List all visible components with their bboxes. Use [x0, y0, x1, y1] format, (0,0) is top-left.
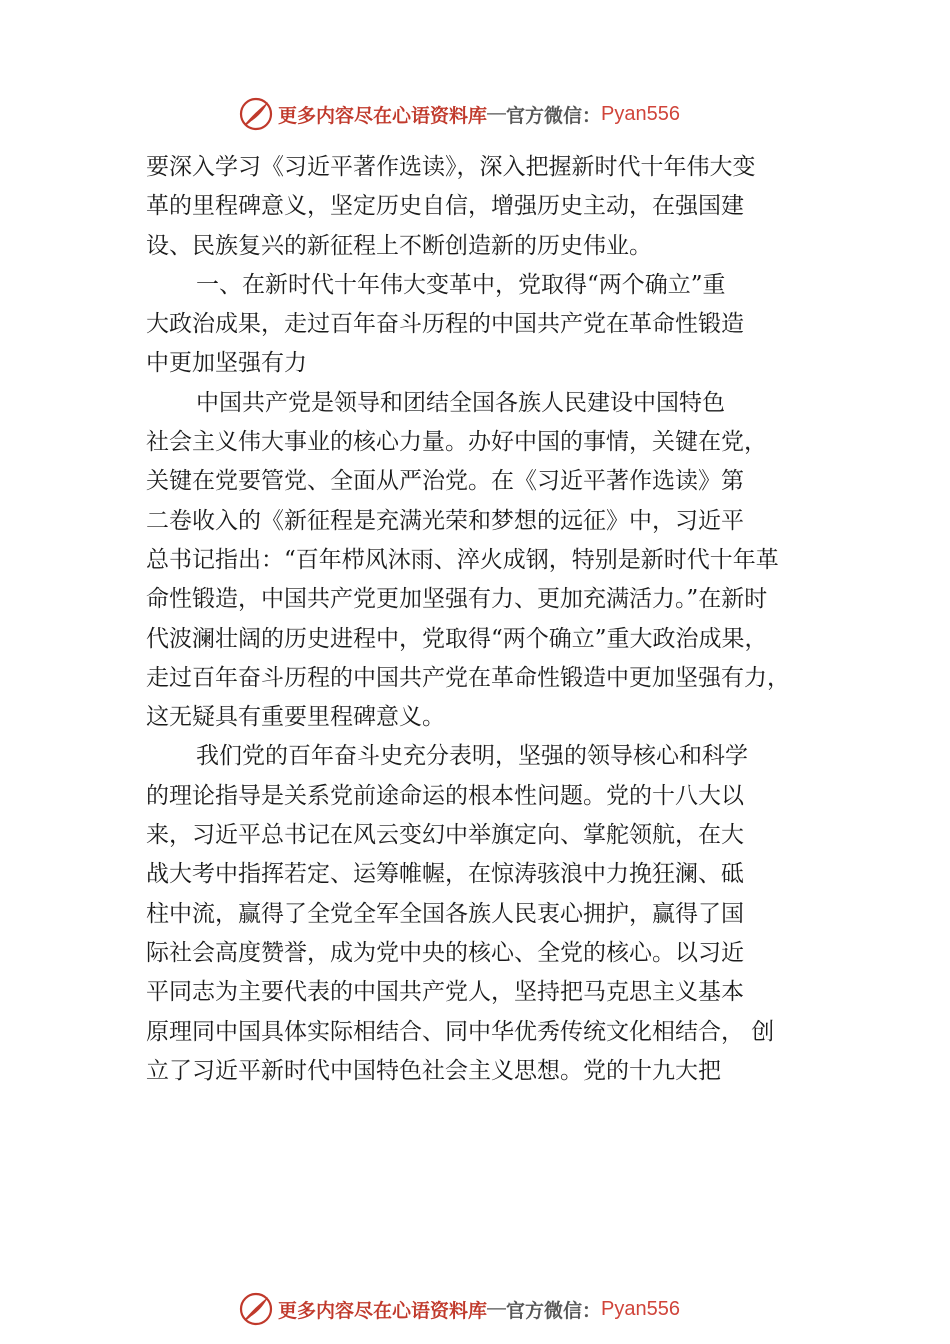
- text-line: 关键在党要管党、全面从严治党。在《习近平著作选读》第: [146, 468, 744, 495]
- text-line: 这无疑具有重要里程碑意义。: [146, 704, 445, 731]
- text-line: 平同志为主要代表的中国共产党人，坚持把马克思主义基本: [146, 979, 744, 1006]
- text-line: 中国共产党是领导和团结全国各族人民建设中国特色: [196, 389, 725, 416]
- text-line: 要深入学习《习近平著作选读》，深入把握新时代十年伟大变: [146, 154, 756, 180]
- text-line: 的理论指导是关系党前途命运的根本性问题。党的十八大以: [146, 782, 744, 809]
- banner-wechat-id: Pyan556: [601, 102, 680, 125]
- text-line: 社会主义伟大事业的核心力量。办好中国的事情，关键在党，: [146, 429, 767, 456]
- section-heading-line: 中更加坚强有力: [146, 350, 307, 377]
- banner-dash: —: [487, 1298, 507, 1319]
- section-heading-line: 一、在新时代十年伟大变革中，党取得“两个确立”重: [196, 271, 726, 298]
- header-banner: [238, 94, 738, 134]
- section-heading-line: 大政治成果，走过百年奋斗历程的中国共产党在革命性锻造: [146, 311, 744, 338]
- text-line: 来，习近平总书记在风云变幻中举旗定向、掌舵领航，在大: [146, 822, 744, 849]
- banner-dash: —: [487, 103, 507, 124]
- banner-brand-text: 更多内容尽在心语资料库: [278, 104, 488, 127]
- footer-banner: [238, 1289, 738, 1329]
- text-line: 立了习近平新时代中国特色社会主义思想。党的十九大把: [146, 1057, 721, 1084]
- text-line: 总书记指出：“百年栉风沐雨、淬火成钢，特别是新时代十年革: [146, 546, 779, 573]
- document-body: [146, 148, 836, 1091]
- text-line: 原理同中国具体实际相结合、同中华优秀传统文化相结合， 创: [146, 1018, 775, 1045]
- text-line: 战大考中指挥若定、运筹帷幄，在惊涛骇浪中力挽狂澜、砥: [146, 861, 744, 888]
- text-line: 走过百年奋斗历程的中国共产党在革命性锻造中更加坚强有力，: [146, 664, 790, 691]
- text-line: 我们党的百年奋斗史充分表明，坚强的领导核心和科学: [196, 743, 748, 770]
- text-line: 设、民族复兴的新征程上不断创造新的历史伟业。: [146, 232, 652, 259]
- text-line: 命性锻造，中国共产党更加坚强有力、更加充满活力。”在新时: [146, 586, 768, 613]
- banner-official-label: 官方微信：: [506, 104, 602, 127]
- text-line: 二卷收入的《新征程是充满光荣和梦想的远征》中，习近平: [146, 507, 744, 534]
- banner-official-label: 官方微信：: [506, 1299, 602, 1322]
- quill-logo-icon: [238, 96, 274, 132]
- text-line: 柱中流，赢得了全党全军全国各族人民衷心拥护，赢得了国: [146, 900, 744, 927]
- text-line: 革的里程碑意义，坚定历史自信，增强历史主动，在强国建: [146, 193, 744, 220]
- quill-logo-icon: [238, 1291, 274, 1327]
- text-line: 际社会高度赞誉，成为党中央的核心、全党的核心。以习近: [146, 939, 744, 966]
- text-line: 代波澜壮阔的历史进程中，党取得“两个确立”重大政治成果，: [146, 625, 768, 652]
- banner-brand-text: 更多内容尽在心语资料库: [278, 1299, 488, 1322]
- banner-wechat-id: Pyan556: [601, 1297, 680, 1320]
